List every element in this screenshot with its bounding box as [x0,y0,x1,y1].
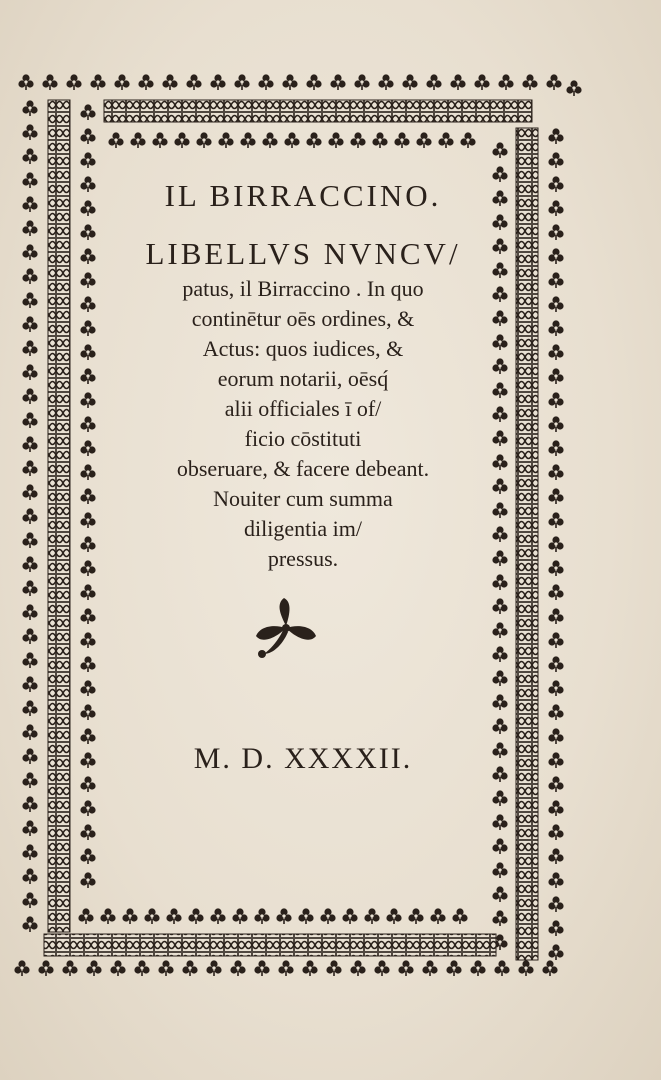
title-text-block [118,178,488,574]
body-line-11: pressus. [267,546,339,571]
body-line-7: ficio cōstituti [244,426,362,451]
body-line-2: patus, il Birraccino . In quo [182,276,424,301]
top-trefoil-row [18,74,581,96]
right-inner-trefoils [492,142,507,950]
fleuron-icon [250,596,322,662]
publication-date: M. D. XXXXII. [193,742,413,775]
left-outer-trefoils [22,100,37,932]
top-inner-trefoil-row [108,132,475,148]
body-line-6: alii officiales ī of/ [224,396,382,421]
bottom-outer-trefoil-row [14,960,557,976]
body-line-10: diligentia im/ [244,516,362,541]
body-line-3: continētur oēs ordines, & [191,306,415,331]
book-title: IL BIRRACCINO. [164,178,442,213]
body-line-4: Actus: quos iudices, & [202,336,404,361]
bottom-inner-trefoil-row [78,908,467,924]
body-line-1: LIBELLVS NVNCV/ [145,236,461,271]
left-inner-trefoils [80,104,95,888]
right-outer-trefoils [548,128,563,960]
body-line-9: Nouiter cum summa [213,486,393,511]
body-line-5: eorum notarii, oēsq́ [217,366,389,391]
body-line-8: obseruare, & facere debeant. [176,456,430,481]
